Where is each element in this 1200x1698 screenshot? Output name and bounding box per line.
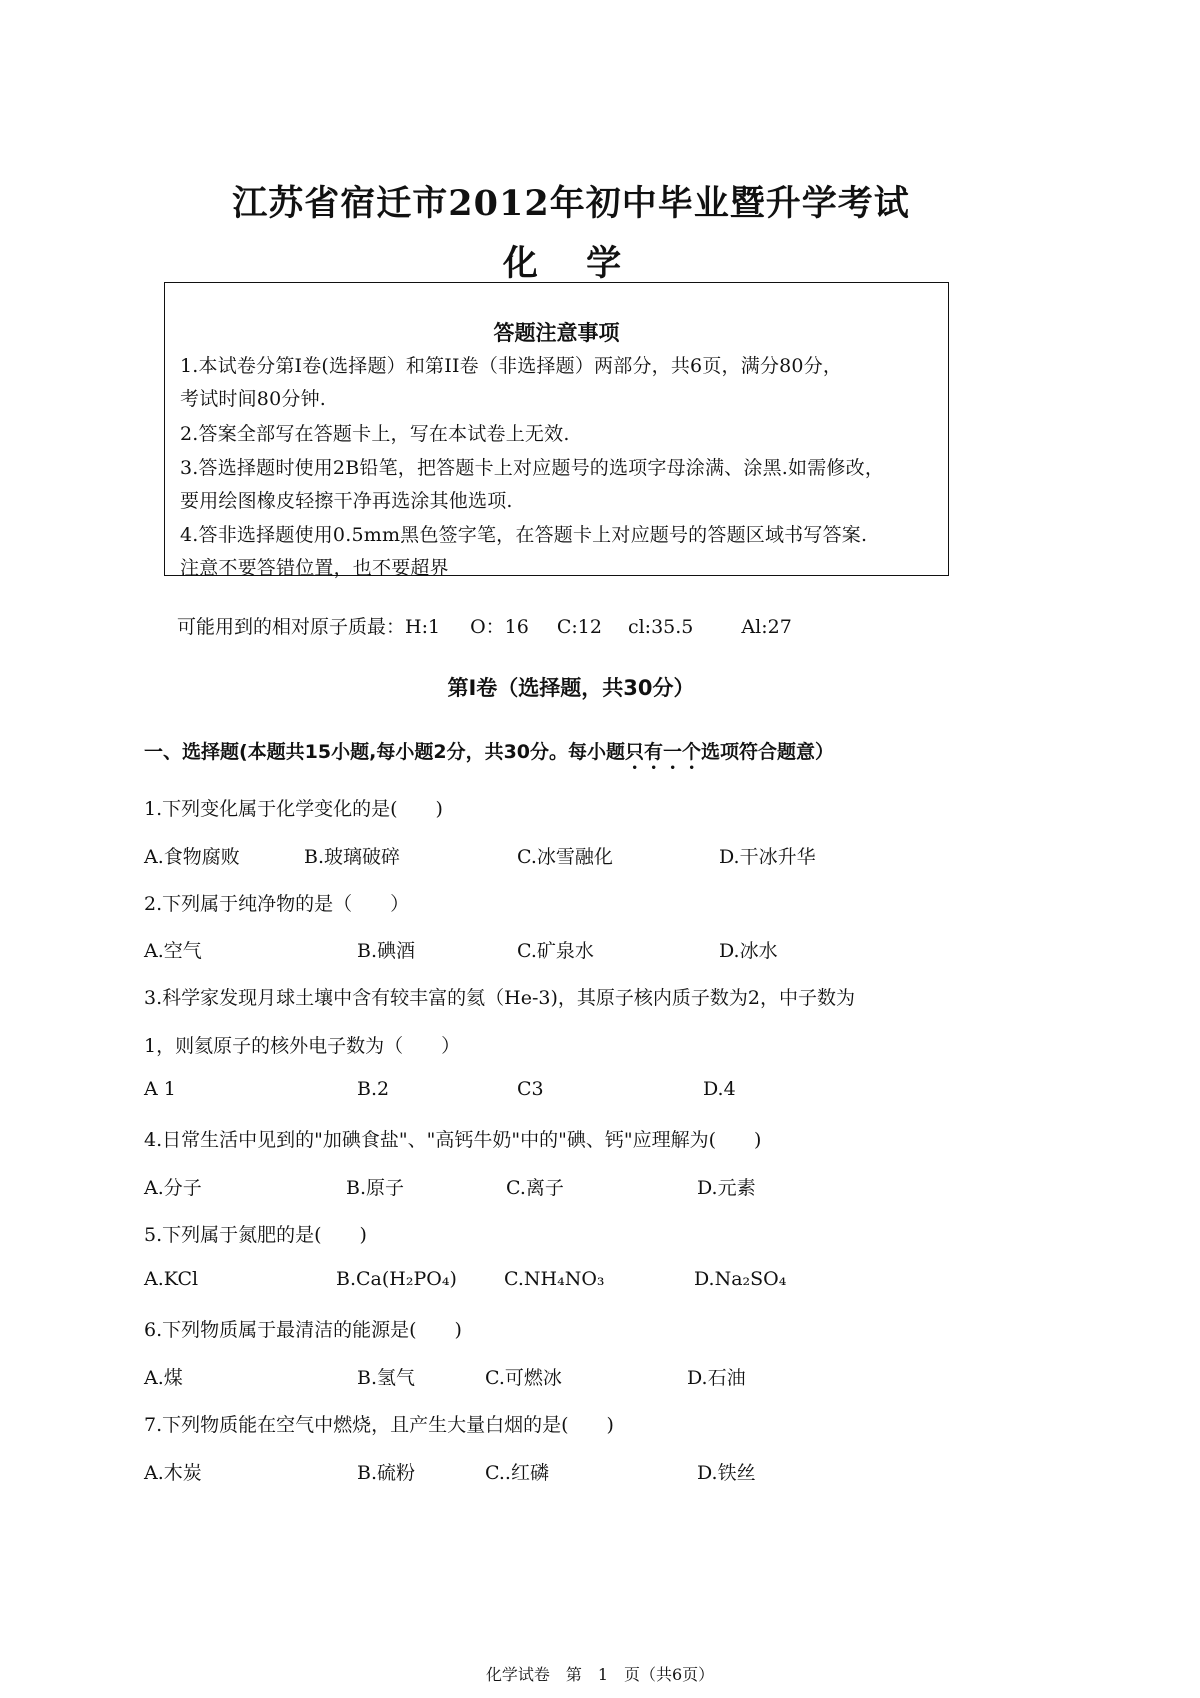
atomic-masses (177, 612, 792, 639)
option: B.2 (357, 1078, 390, 1100)
option: D.干冰升华 (719, 846, 816, 868)
subject-title: 化 学 (502, 243, 640, 284)
notice-box (164, 282, 949, 579)
option: A.煤 (144, 1367, 183, 1389)
part-heading (144, 737, 834, 774)
notice-line: 4.答非选择题使用0.5mm黑色签字笔，在答题卡上对应题号的答题区域书写答案. (180, 524, 868, 546)
option: A.食物腐败 (144, 846, 240, 868)
question-1: 1.下列变化属于化学变化的是( ) (144, 798, 443, 820)
option: B.氢气 (357, 1367, 416, 1389)
option: A 1 (144, 1078, 176, 1100)
atomic-mass-item: O：16 (470, 616, 529, 638)
question-4: 4.日常生活中见到的"加碘食盐"、"高钙牛奶"中的"碘、钙"应理解为( ) (144, 1129, 762, 1151)
option: B.玻璃破碎 (304, 846, 401, 868)
notice-line: 1.本试卷分第I卷(选择题）和第II卷（非选择题）两部分，共6页，满分80分， (180, 355, 843, 377)
question-2: 2.下列属于纯净物的是（ ） (144, 893, 410, 915)
atomic-mass-item: C:12 (556, 616, 602, 638)
question-7: 7.下列物质能在空气中燃烧，且产生大量白烟的是( ) (144, 1414, 614, 1436)
section-heading: 第I卷（选择题，共30分） (447, 676, 695, 700)
option: A.木炭 (144, 1462, 202, 1484)
option: B.硫粉 (357, 1462, 416, 1484)
notice-line: 2.答案全部写在答题卡上，写在本试卷上无效. (180, 423, 570, 445)
option: C.NH₄NO₃ (504, 1268, 605, 1290)
notice-title: 答题注意事项 (493, 321, 620, 345)
option: D.冰水 (719, 940, 778, 962)
option: C.离子 (506, 1177, 564, 1199)
part-heading-suffix: 选项符合题意） (701, 741, 835, 763)
atomic-masses-label: 可能用到的相对原子质最： (177, 616, 406, 638)
atomic-mass-item: Al:27 (741, 616, 792, 638)
page-footer: 化学试卷 第 1 页（共6页） (485, 1665, 715, 1684)
atomic-mass-item: H:1 (405, 616, 441, 638)
option: B.原子 (346, 1177, 405, 1199)
option: C3 (517, 1078, 544, 1100)
option: D.石油 (687, 1367, 746, 1389)
option: D.Na₂SO₄ (694, 1268, 787, 1290)
option: A.分子 (144, 1177, 202, 1199)
part-heading-prefix: 一、选择题(本题共15小题,每小题2分，共30分。每小题 (144, 741, 626, 763)
option: B.Ca(H₂PO₄) (336, 1268, 457, 1290)
option: C.冰雪融化 (517, 846, 613, 868)
exam-title: 江苏省宿迁市2012年初中毕业暨升学考试 (232, 183, 910, 224)
option: B.碘酒 (357, 940, 416, 962)
option: D.铁丝 (697, 1462, 756, 1484)
option: C.矿泉水 (517, 940, 594, 962)
option: A.空气 (144, 940, 202, 962)
notice-line: 3.答选择题时使用2B铅笔，把答题卡上对应题号的选项字母涂满、涂黑.如需修改， (180, 457, 885, 479)
option: C.可燃冰 (485, 1367, 562, 1389)
part-heading-emphasis: 只有一个 (625, 741, 702, 763)
option: C..红磷 (485, 1462, 549, 1484)
atomic-mass-item: cl:35.5 (627, 616, 694, 638)
question-3-continued: 1，则氦原子的核外电子数为（ ） (144, 1035, 461, 1057)
option: D.4 (703, 1078, 736, 1100)
notice-line: 注意不要答错位置，也不要超界 (180, 557, 449, 579)
option: D.元素 (697, 1177, 756, 1199)
question-5: 5.下列属于氮肥的是( ) (144, 1224, 367, 1246)
question-3: 3.科学家发现月球土壤中含有较丰富的氦（He-3)，其原子核内质子数为2，中子数为 (144, 987, 855, 1009)
notice-line: 要用绘图橡皮轻擦干净再选涂其他选项. (180, 490, 513, 512)
notice-line: 考试时间80分钟. (180, 388, 327, 410)
question-6: 6.下列物质属于最清洁的能源是( ) (144, 1319, 462, 1341)
option: A.KCl (144, 1268, 199, 1290)
